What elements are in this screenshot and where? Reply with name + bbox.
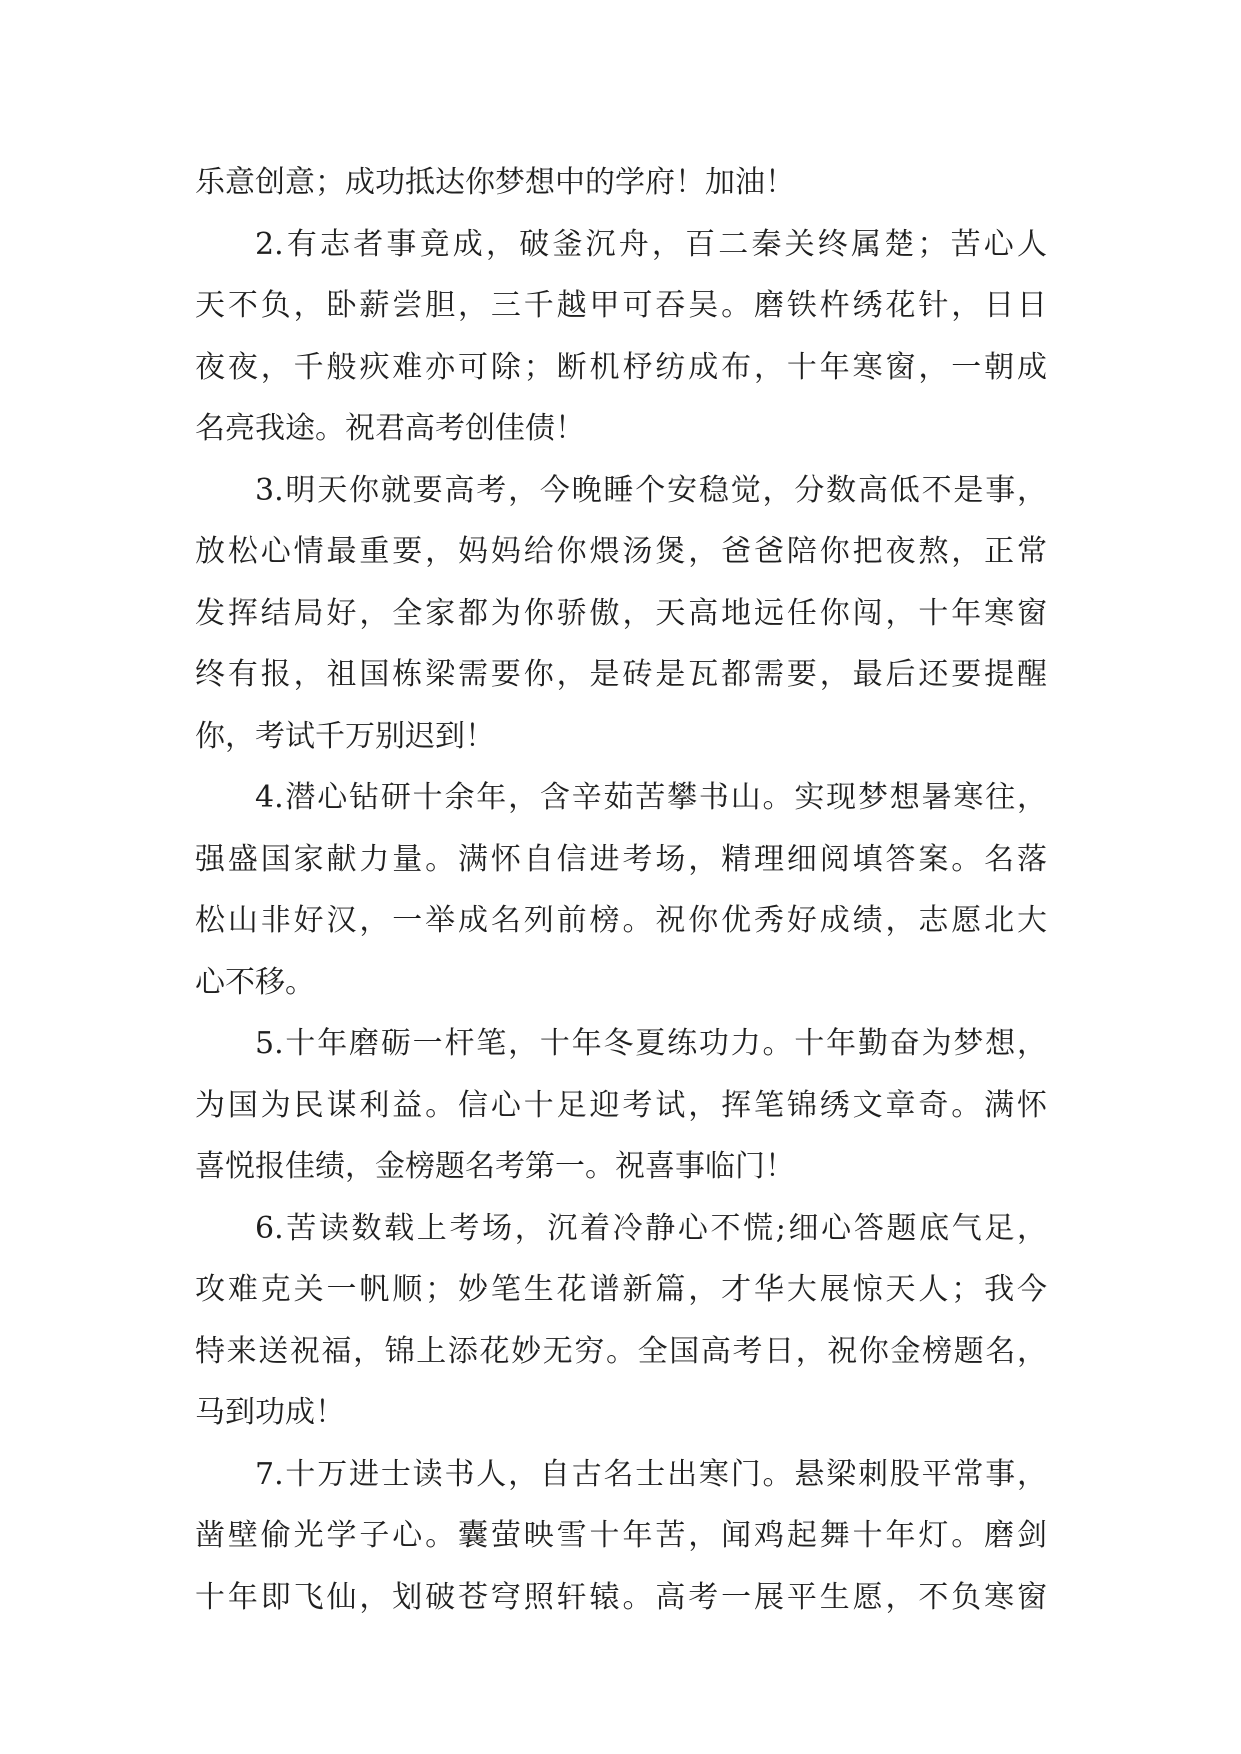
paragraph-item-7 [195, 1444, 1047, 1629]
text-line: 2.有志者事竟成，破釜沉舟，百二秦关终属楚；苦心人 [255, 226, 1047, 262]
text-line: 凿壁偷光学子心。囊萤映雪十年苦，闻鸡起舞十年灯。磨剑 [195, 1518, 1047, 1553]
paragraph-item-3 [195, 460, 1047, 768]
text-line: 马到功成！ [195, 1395, 345, 1430]
paragraph-item-5 [195, 1013, 1047, 1198]
text-line: 喜悦报佳绩，金榜题名考第一。祝喜事临门！ [195, 1149, 795, 1184]
text-line: 5.十年磨砺一杆笔，十年冬夏练功力。十年勤奋为梦想， [255, 1026, 1047, 1061]
text-line: 攻难克关一帆顺；妙笔生花谱新篇，才华大展惊天人；我今 [195, 1272, 1047, 1307]
text-line: 心不移。 [195, 964, 315, 1000]
paragraph-continuation [195, 152, 1047, 214]
text-line: 发挥结局好，全家都为你骄傲，天高地远任你闯，十年寒窗 [195, 595, 1047, 631]
text-line: 天不负，卧薪尝胆，三千越甲可吞吴。磨铁杵绣花针，日日 [195, 288, 1047, 323]
text-line: 3.明天你就要高考，今晚睡个安稳觉，分数高低不是事， [255, 472, 1047, 508]
text-line: 夜夜，千般疢难亦可除；断机杼纺成布，十年寒窗，一朝成 [195, 349, 1047, 385]
paragraph-item-2 [195, 214, 1047, 460]
paragraph-item-4 [195, 767, 1047, 1013]
text-line: 6.苦读数载上考场，沉着冷静心不慌;细心答题底气足， [255, 1210, 1047, 1246]
text-line: 4.潜心钻研十余年，含辛茹苦攀书山。实现梦想暑寒往， [255, 780, 1047, 815]
text-line: 乐意创意；成功抵达你梦想中的学府！加油！ [195, 165, 795, 200]
text-line: 强盛国家献力量。满怀自信进考场，精理细阅填答案。名落 [195, 841, 1047, 877]
paragraph-item-6 [195, 1198, 1047, 1444]
text-line: 十年即飞仙，划破苍穹照轩辕。高考一展平生愿，不负寒窗 [195, 1579, 1047, 1615]
text-line: 你，考试千万别迟到！ [195, 718, 495, 754]
text-line: 放松心情最重要，妈妈给你煨汤煲，爸爸陪你把夜熬，正常 [195, 534, 1047, 569]
text-line: 名亮我途。祝君高考创佳债！ [195, 411, 585, 446]
text-line: 7.十万进士读书人，自古名士出寒门。悬梁刺股平常事， [255, 1456, 1047, 1492]
text-line: 终有报，祖国栋梁需要你，是砖是瓦都需要，最后还要提醒 [195, 657, 1047, 692]
text-line: 特来送祝福，锦上添花妙无穷。全国高考日，祝你金榜题名， [195, 1333, 1047, 1369]
text-line: 为国为民谋利益。信心十足迎考试，挥笔锦绣文章奇。满怀 [195, 1087, 1047, 1123]
document-body [195, 152, 1047, 1628]
text-line: 松山非好汉，一举成名列前榜。祝你优秀好成绩，志愿北大 [195, 903, 1047, 938]
